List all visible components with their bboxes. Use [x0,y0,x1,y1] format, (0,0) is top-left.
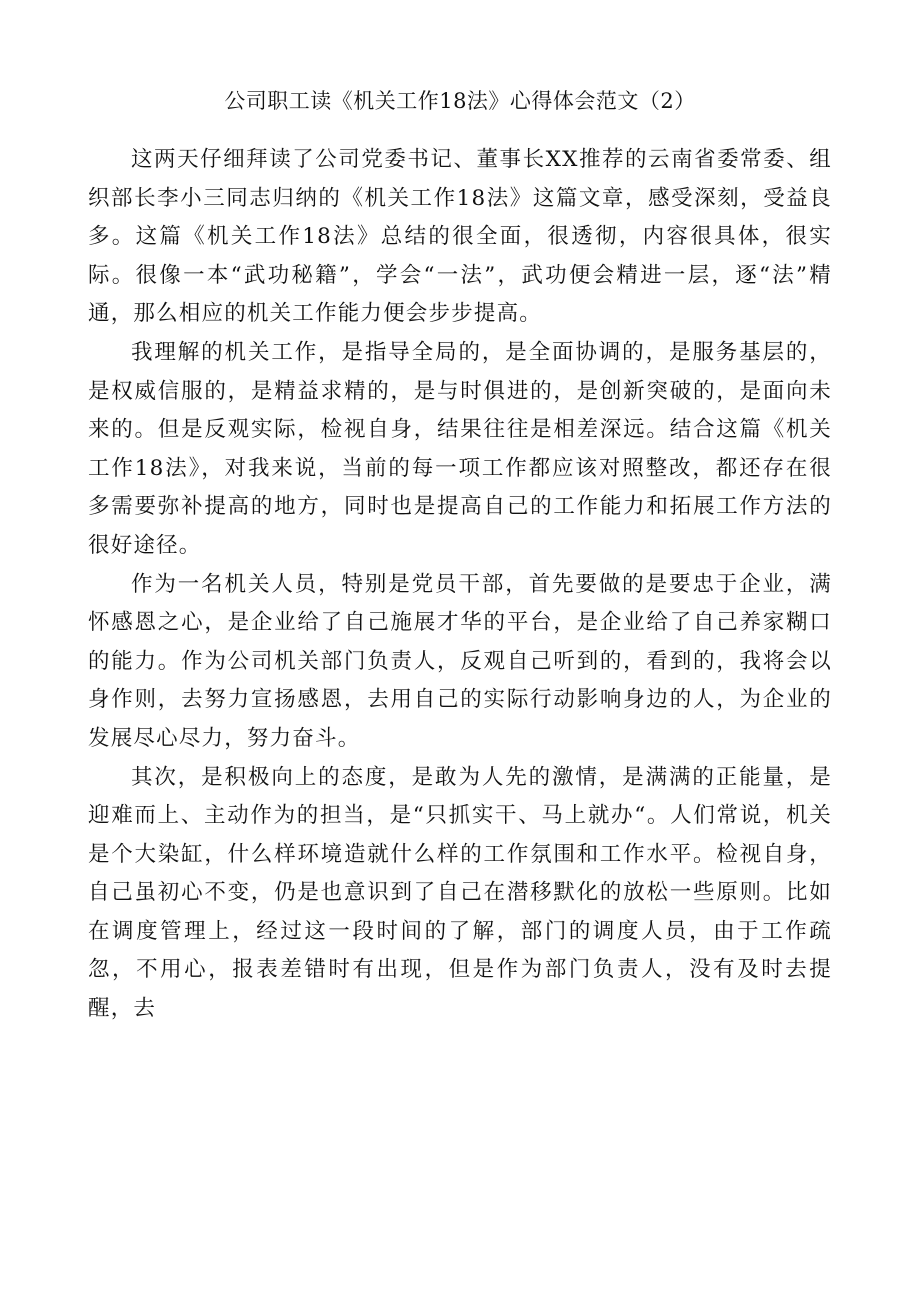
paragraph-2: 我理解的机关工作，是指导全局的，是全面协调的，是服务基层的，是权威信服的，是精益求精的，是与时俱进的，是创新突破的，是面向未来的。但是反观实际，检视自身，结果往往是相差深远。结合这篇《机关工作18法》，对我来说，当前的每一项工作都应该对照整改，都还存在很多需要弥补提高的地方，同时也是提高自己的工作能力和拓展工作方法的很好途径。 [88,339,832,558]
document-body [88,141,832,1029]
paragraph-4: 其次，是积极向上的态度，是敢为人先的激情，是满满的正能量，是迎难而上、主动作为的担当，是“只抓实干、马上就办“。人们常说，机关是个大染缸，什么样环境造就什么样的工作氛围和工作水平。检视自身，自己虽初心不变，仍是也意识到了自己在潜移默化的放松一些原则。比如在调度管理上，经过这一段时间的了解，部门的调度人员，由于工作疏忽，不用心，报表差错时有出现，但是作为部门负责人，没有及时去提醒，去 [88,764,832,1022]
paragraph-1: 这两天仔细拜读了公司党委书记、董事长XX推荐的云南省委常委、组织部长李小三同志归纳的《机关工作18法》这篇文章，感受深刻，受益良多。这篇《机关工作18法》总结的很全面，很透彻，内容很具体，很实际。很像一本“武功秘籍”，学会“一法”，武功便会精进一层，逐“法”精通，那么相应的机关工作能力便会步步提高。 [88,147,832,327]
document-title: 公司职工读《机关工作18法》心得体会范文（2） [224,89,696,113]
paragraph-3: 作为一名机关人员，特别是党员干部，首先要做的是要忠于企业，满怀感恩之心，是企业给了自己施展才华的平台，是企业给了自己养家糊口的能力。作为公司机关部门负责人，反观自己听到的，看到的，我将会以身作则，去努力宣扬感恩，去用自己的实际行动影响身边的人，为企业的发展尽心尽力，努力奋斗。 [88,571,832,751]
